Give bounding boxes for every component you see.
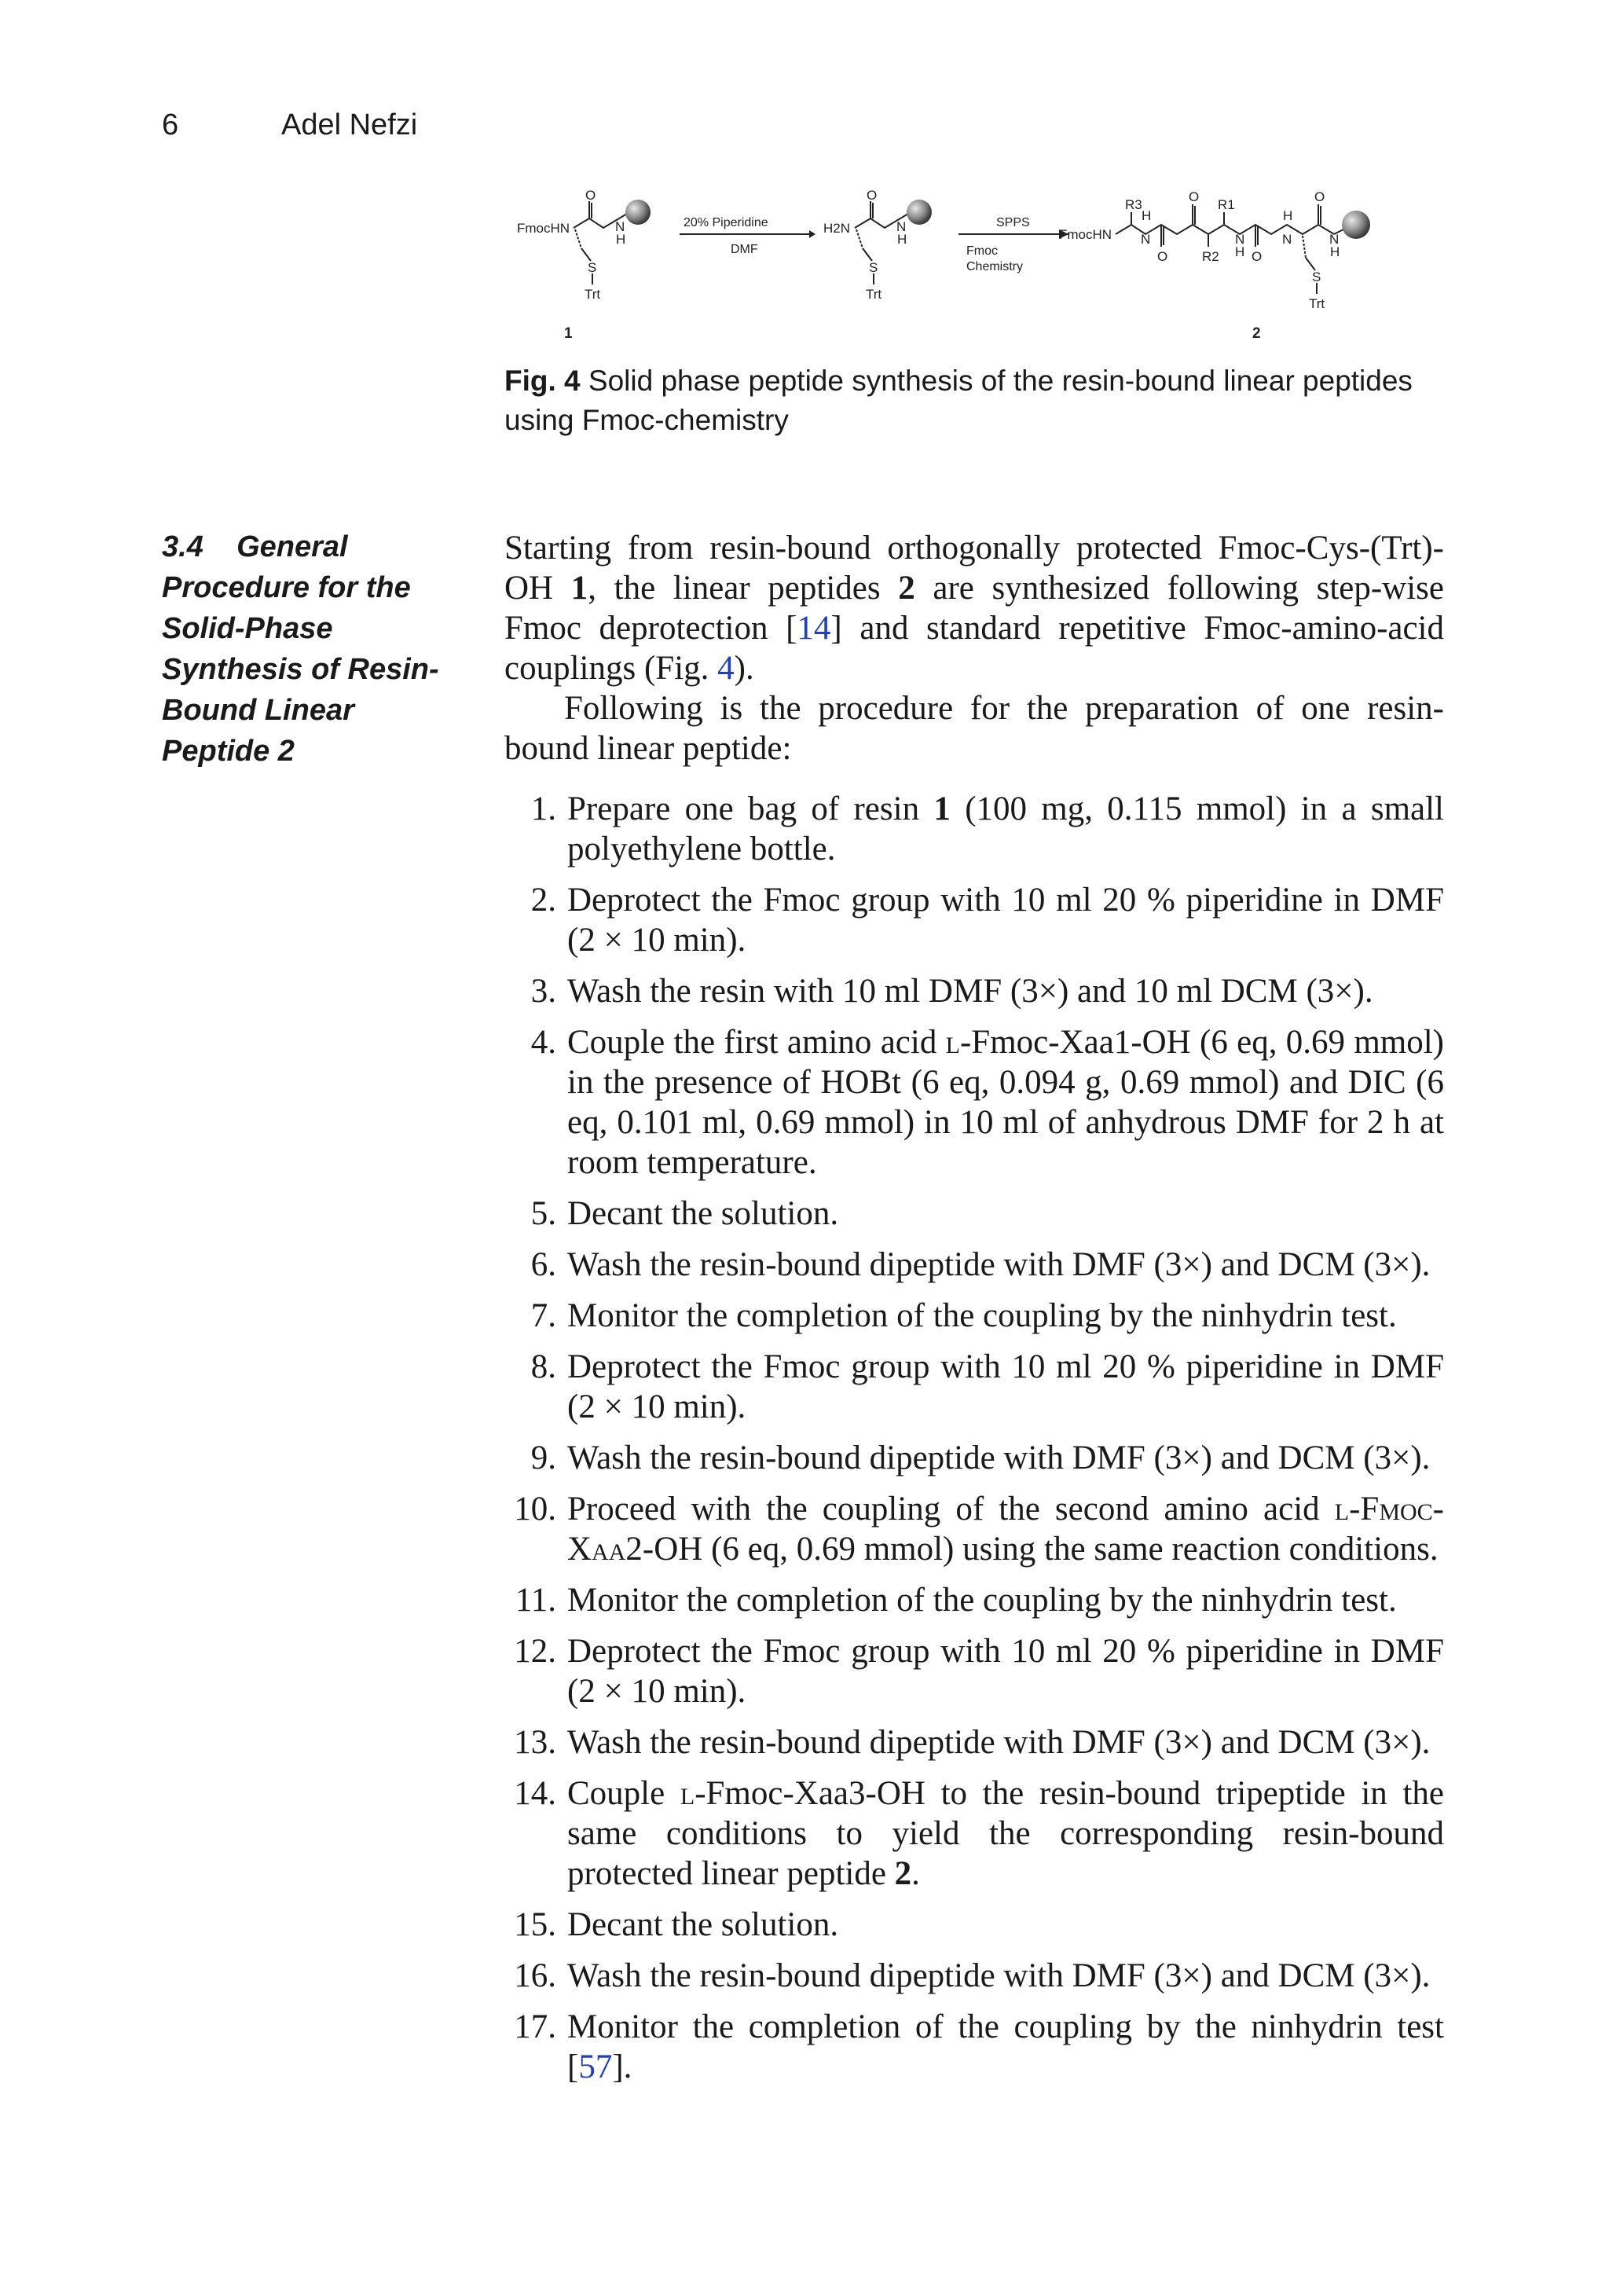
figure-caption-text: Solid phase peptide synthesis of the resin-bound linear peptides using Fmoc-chemistry [504, 365, 1413, 436]
list-item: 3. Wash the resin with 10 ml DMF (3×) and 10 ml DCM (3×). [530, 973, 1373, 1010]
compound-number-2: 2 [1252, 325, 1261, 342]
scheme-label: N [896, 219, 907, 234]
scheme-label: N [1329, 232, 1340, 247]
resin-bead [625, 200, 651, 225]
scheme-label: S [869, 260, 878, 275]
citation-link[interactable]: 14 [797, 610, 831, 647]
arrow2-note: Chemistry [966, 260, 1024, 273]
scheme-label: O [1314, 189, 1325, 204]
scheme-label: O [1157, 249, 1168, 264]
scheme-label: S [588, 260, 597, 275]
resin-bead [1342, 211, 1370, 239]
body-text [504, 528, 1444, 2098]
scheme-label: O [585, 189, 596, 203]
section-heading [162, 526, 460, 772]
compound1-backbone [574, 218, 619, 228]
section-title: General Procedure for the Solid-Phase Synthesis of Resin-Bound Linear Peptide 2 [162, 530, 439, 768]
scheme-label: Trt [1309, 296, 1325, 311]
scheme-label: N [1141, 232, 1151, 247]
scheme-label: N [1282, 232, 1292, 247]
compound1-side-chain [575, 229, 581, 248]
scheme-label: R1 [1218, 197, 1235, 212]
scheme-label: H [1330, 244, 1340, 259]
scheme-label: O [1252, 249, 1263, 264]
list-item: 6. Wash the resin-bound dipeptide with DMF (3×) and DCM (3×). [530, 1246, 1431, 1283]
scheme-label: FmocHN [1059, 227, 1112, 242]
intermediate-backbone [855, 218, 900, 228]
figure-link[interactable]: 4 [717, 650, 735, 687]
scheme-label: H [1283, 208, 1293, 223]
list-item: 16. Wash the resin-bound dipeptide with DMF (3×) and DCM (3×). [514, 1957, 1431, 1994]
section-number: 3.4 [162, 530, 203, 563]
scheme-label: Trt [585, 287, 601, 302]
list-item: 15. Decant the solution. [514, 1906, 839, 1943]
running-header [162, 108, 417, 142]
scheme-label: FmocHN [517, 221, 570, 236]
scheme-label: H [897, 232, 907, 247]
scheme-label: O [867, 189, 878, 203]
procedure-steps [504, 789, 1444, 2087]
scheme-label: O [1189, 189, 1200, 204]
scheme-label: H [1235, 244, 1245, 259]
list-item: 11. Monitor the completion of the coupling by the ninhydrin test. [515, 1582, 1397, 1619]
list-item: 13. Wash the resin-bound dipeptide with DMF (3×) and DCM (3×). [514, 1724, 1431, 1761]
scheme-label: N [615, 219, 625, 234]
list-item: 10. Proceed with the coupling of the second amino acid l-Fmoc-Xaa2-OH (6 eq, 0.69 mmol) using the same reaction conditions. [514, 1491, 1444, 1568]
arrow1-solvent: DMF [731, 243, 758, 256]
scheme-label: S [1312, 270, 1321, 284]
list-item: 2. Deprotect the Fmoc group with 10 ml 20 % piperidine in DMF (2 × 10 min). [530, 882, 1444, 959]
scheme-label: H2N [823, 221, 851, 236]
list-item: 17. Monitor the completion of the coupling by the ninhydrin test [57]. [514, 2008, 1444, 2085]
arrow2-method: SPPS [996, 216, 1030, 229]
resin-bead [907, 200, 932, 225]
scheme-label: R2 [1202, 249, 1219, 264]
scheme-label: H [1142, 208, 1152, 223]
page-number: 6 [162, 108, 179, 141]
running-author: Adel Nefzi [281, 108, 418, 141]
citation-link[interactable]: 57 [578, 2048, 613, 2085]
figure-caption-label: Fig. 4 [504, 365, 581, 397]
list-item: 8. Deprotect the Fmoc group with 10 ml 20 % piperidine in DMF (2 × 10 min). [530, 1348, 1444, 1425]
intro-paragraph: Starting from resin-bound orthogonally protected Fmoc-Cys-(Trt)-OH 1, the linear peptides 2 are synthesized following step-wise Fmoc deprotection [14] and standard repetitive Fmoc-amino-acid couplings (Fig. 4). [504, 530, 1445, 687]
list-item: 12. Deprotect the Fmoc group with 10 ml 20 % piperidine in DMF (2 × 10 min). [514, 1633, 1444, 1710]
scheme-label: Trt [866, 287, 882, 302]
list-item: 9. Wash the resin-bound dipeptide with DMF (3×) and DCM (3×). [530, 1440, 1431, 1476]
list-item: 7. Monitor the completion of the coupling by the ninhydrin test. [530, 1297, 1397, 1334]
list-item: 5. Decant the solution. [530, 1195, 839, 1232]
figure-caption [504, 361, 1444, 440]
list-item: 4. Couple the first amino acid l-Fmoc-Xaa1-OH (6 eq, 0.69 mmol) in the presence of HOBt (6 eq, 0.094 g, 0.69 mmol) and DIC (6 eq, 0.101 ml, 0.69 mmol) in 10 ml of anhydrous DMF for 2 h at room temperature. [530, 1024, 1444, 1181]
arrow1-reagent: 20% Piperidine [684, 216, 768, 229]
scheme-label: H [616, 232, 626, 247]
scheme-label: N [1235, 232, 1245, 247]
list-item: 1. Prepare one bag of resin 1 (100 mg, 0.115 mmol) in a small polyethylene bottle. [530, 790, 1444, 867]
arrow2-note: Fmoc [966, 244, 998, 258]
scheme-label: R3 [1125, 197, 1142, 212]
procedure-intro-paragraph: Following is the procedure for the preparation of one resin-bound linear peptide: [504, 690, 1444, 767]
list-item: 14. Couple l-Fmoc-Xaa3-OH to the resin-bound tripeptide in the same conditions to yield the corresponding resin-bound protected linear peptide 2. [514, 1775, 1444, 1892]
reaction-scheme [503, 189, 1446, 354]
compound-number-1: 1 [564, 325, 573, 342]
